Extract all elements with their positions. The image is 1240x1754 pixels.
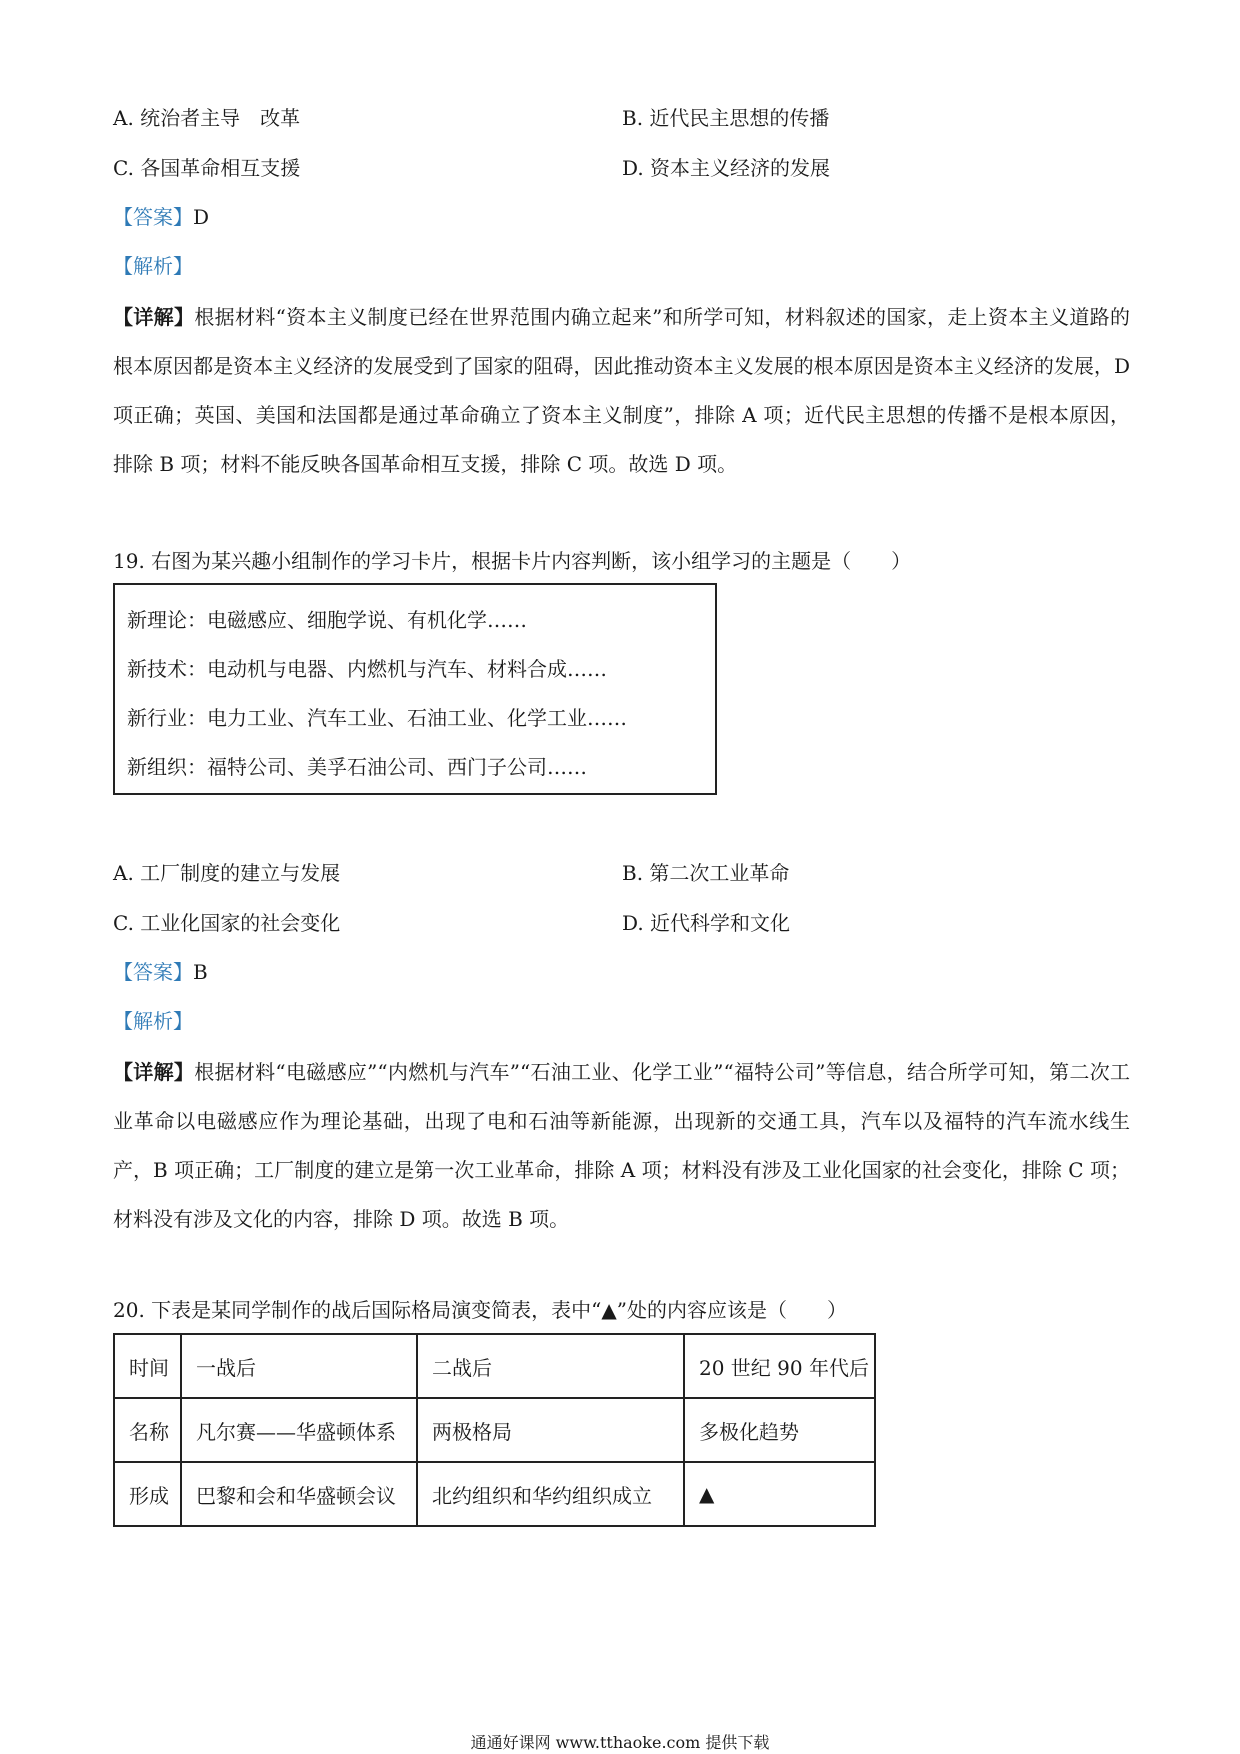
- q18-option-a: A. 统治者主导 改革: [113, 106, 301, 130]
- q20-stem: 20. 下表是某同学制作的战后国际格局演变简表，表中“▲”处的内容应该是（ ）: [113, 1298, 847, 1322]
- table-cell: 多极化趋势: [684, 1398, 875, 1462]
- q18-option-b: B. 近代民主思想的传播: [622, 106, 830, 130]
- study-card: [113, 583, 717, 795]
- table-cell: 巴黎和会和华盛顿会议: [181, 1462, 417, 1526]
- q18-option-c: C. 各国革命相互支援: [113, 156, 301, 180]
- table-cell: 北约组织和华约组织成立: [417, 1462, 684, 1526]
- q19-option-c: C. 工业化国家的社会变化: [113, 911, 341, 935]
- page-footer: 通通好课网 www.tthaoke.com 提供下载: [470, 1733, 770, 1752]
- q18-answer: [113, 204, 209, 230]
- table-cell: 凡尔赛——华盛顿体系: [181, 1398, 417, 1462]
- detail-tag: 【详解】: [113, 305, 195, 329]
- table-row: [114, 1462, 875, 1526]
- table-cell: 二战后: [417, 1334, 684, 1398]
- q19-option-a: A. 工厂制度的建立与发展: [113, 861, 341, 885]
- q18-option-d: D. 资本主义经济的发展: [622, 156, 831, 180]
- q19-option-b: B. 第二次工业革命: [622, 861, 790, 885]
- q19-detail: [113, 1048, 1130, 1244]
- table-cell: 时间: [114, 1334, 181, 1398]
- card-line-theory: 新理论：电磁感应、细胞学说、有机化学……: [127, 608, 527, 632]
- answer-value: B: [193, 960, 208, 984]
- q19-stem: 19. 右图为某兴趣小组制作的学习卡片，根据卡片内容判断，该小组学习的主题是（ ）: [113, 549, 912, 573]
- table-row: [114, 1334, 875, 1398]
- table-cell: 名称: [114, 1398, 181, 1462]
- q19-answer: [113, 959, 208, 985]
- detail-text: 根据材料“资本主义制度已经在世界范围内确立起来”和所学可知，材料叙述的国家，走上资本主义道路的根本原因都是资本主义经济的发展受到了国家的阻碍，因此推动资本主义发展的根本原因是资本主义经济的发展，D 项正确；英国、美国和法国都是通过革命确立了资本主义制度”，排除 A 项；近代民主思想的传播不是根本原因，排除 B 项；材料不能反映各国革命相互支援，排除 C 项。故选 D 项。: [113, 305, 1130, 476]
- answer-tag: 【答案】: [113, 205, 193, 229]
- table-cell: 20 世纪 90 年代后: [684, 1334, 875, 1398]
- detail-text: 根据材料“电磁感应”“内燃机与汽车”“石油工业、化学工业”“福特公司”等信息，结合所学可知，第二次工业革命以电磁感应作为理论基础，出现了电和石油等新能源，出现新的交通工具，汽车以及福特的汽车流水线生产，B 项正确；工厂制度的建立是第一次工业革命，排除 A 项；材料没有涉及工业化国家的社会变化，排除 C 项；材料没有涉及文化的内容，排除 D 项。故选 B 项。: [113, 1060, 1131, 1231]
- table-row: [114, 1398, 875, 1462]
- answer-tag: 【答案】: [113, 960, 193, 984]
- q18-detail: [113, 293, 1130, 489]
- card-line-industry: 新行业：电力工业、汽车工业、石油工业、化学工业……: [127, 706, 627, 730]
- card-line-organization: 新组织：福特公司、美孚石油公司、西门子公司……: [127, 755, 587, 779]
- detail-tag: 【详解】: [113, 1060, 195, 1084]
- q18-analysis-tag: 【解析】: [113, 254, 193, 278]
- table-cell: 形成: [114, 1462, 181, 1526]
- table-cell-blank-marker: ▲: [684, 1462, 875, 1526]
- table-cell: 一战后: [181, 1334, 417, 1398]
- card-line-technology: 新技术：电动机与电器、内燃机与汽车、材料合成……: [127, 657, 607, 681]
- international-order-table: [113, 1333, 876, 1527]
- answer-value: D: [193, 205, 210, 229]
- q19-analysis-tag: 【解析】: [113, 1009, 193, 1033]
- table-cell: 两极格局: [417, 1398, 684, 1462]
- q19-option-d: D. 近代科学和文化: [622, 911, 791, 935]
